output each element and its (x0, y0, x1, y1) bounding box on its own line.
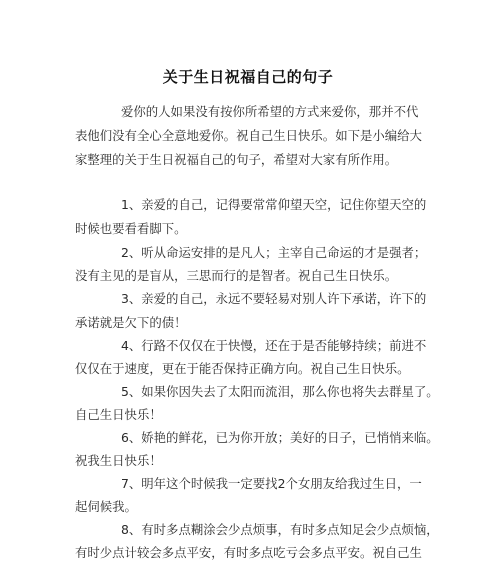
list-item-4-line-1: 4、行路不仅仅在于快慢，还在于是否能够持续；前进不 (121, 338, 427, 353)
list-item-5-line-2: 自己生日快乐！ (75, 407, 162, 422)
list-item-7-line-1: 7、明年这个时候我一定要找2个女朋友给我过生日，一 (121, 476, 422, 491)
list-item-7-line-2: 起伺候我。 (75, 499, 137, 514)
intro-line-2: 表他们没有全心全意地爱你。祝自己生日快乐。如下是小编给大 (75, 128, 422, 143)
intro-line-1: 爱你的人如果没有按你所希望的方式来爱你，那并不代 (121, 104, 419, 119)
list-item-6-line-2: 祝我生日快乐！ (75, 453, 162, 468)
intro-line-3: 家整理的关于生日祝福自己的句子，希望对大家有所作用。 (75, 152, 398, 167)
list-item-2-line-2: 没有主见的是盲从，三思而行的是智者。祝自己生日快乐。 (75, 268, 398, 283)
list-item-3-line-2: 承诺就是欠下的债！ (75, 315, 187, 330)
list-item-4-line-2: 仅仅在于速度，更在于能否保持正确方向。祝自己生日快乐。 (75, 361, 410, 376)
document-title: 关于生日祝福自己的句子 (162, 68, 334, 86)
list-item-8-line-1: 8、有时多点糊涂会少点烦事，有时多点知足会少点烦恼， (121, 522, 439, 537)
list-item-5-line-1: 5、如果你因失去了太阳而流泪，那么你也将失去群星了。 (121, 384, 439, 399)
list-item-1-line-1: 1、亲爱的自己，记得要常常仰望天空，记住你望天空的 (121, 197, 427, 212)
list-item-3-line-1: 3、亲爱的自己，永远不要轻易对别人许下承诺，许下的 (121, 291, 427, 306)
list-item-1-line-2: 时候也要看看脚下。 (75, 221, 187, 236)
list-item-2-line-1: 2、听从命运安排的是凡人；主宰自己命运的才是强者； (121, 245, 427, 260)
list-item-6-line-1: 6、娇艳的鲜花，已为你开放；美好的日子，已悄悄来临。 (121, 430, 439, 445)
list-item-8-line-2: 有时少点计较会多点平安，有时多点吃亏会多点平安。祝自己生 (75, 545, 422, 560)
